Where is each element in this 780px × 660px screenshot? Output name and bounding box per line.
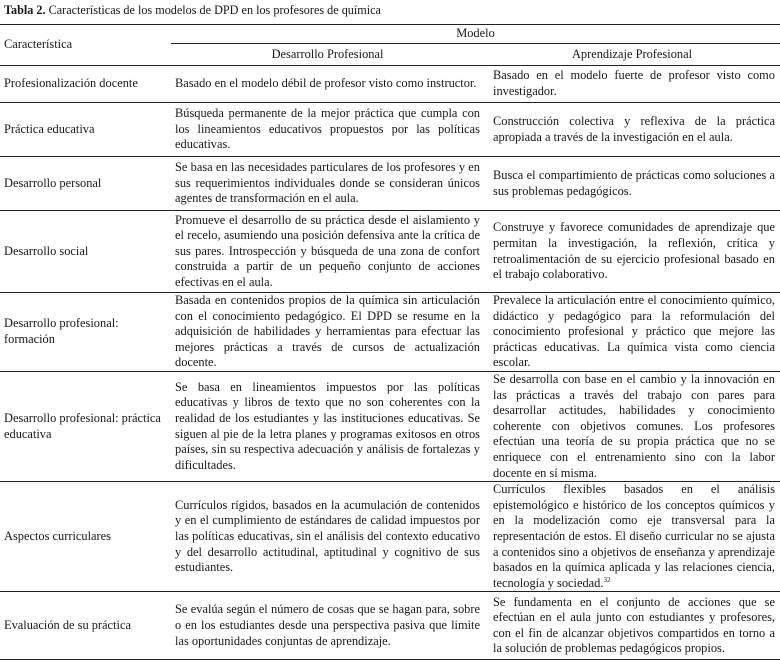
row-characteristic: Profesionalización docente [0,66,171,103]
row-aprendizaje: Se desarrolla con base en el cambio y la innovación en las prácticas a través del trabajo con pares para desarrollar actitudes, habilidades y conocimiento coherente con objetivos comunes. Los profesores efectúan una teoría de su propia práctica que no se enriquece con el entrenamiento sino con la labor docente en sí misma. [484,371,780,481]
table-row [0,592,780,660]
table-row [0,482,780,592]
row-aprendizaje [484,482,780,592]
row-aprendizaje: Construye y favorece comunidades de aprendizaje que permitan la investigación, la reflexión, crítica y retroalimentación de su ejercicio profesional basado en el trabajo colaborativo. [484,211,780,293]
row-desarrollo: Promueve el desarrollo de su práctica desde el aislamiento y el recelo, asumiendo una posición defensiva ante la crítica de sus pares. Introspección y búsqueda de una zona de confort construida a partir de un pequeño conjunto de acciones efectivas en el aula. [171,211,484,293]
row-desarrollo: Basada en contenidos propios de la química sin articulación con el conocimiento pedagógico. El DPD se resume en la adquisición de habilidades y herramientas para efectuar las mejores prácticas a través de cursos de actualización docente. [171,293,484,372]
header-modelo: Modelo [171,25,780,44]
table-row [0,66,780,103]
row-aprendizaje: Se fundamenta en el conjunto de acciones que se efectúan en el aula junto con estudiantes y profesores, con el fin de alcanzar objetivos compartidos en torno a la solución de problemas pedagógicos propios. [484,592,780,660]
row-characteristic: Desarrollo social [0,211,171,293]
table-row [0,211,780,293]
row-characteristic: Aspectos curriculares [0,482,171,592]
row-aprendizaje: Basado en el modelo fuerte de profesor visto como investigador. [484,66,780,103]
row-desarrollo: Currículos rígidos, basados en la acumulación de contenidos y en el cumplimiento de estándares de calidad impuestos por las políticas educativas, sin el análisis del contexto educativo y del desarrollo actitudinal, aptitudinal y cognitivo de sus estudiantes. [171,482,484,592]
row-characteristic: Práctica educativa [0,103,171,157]
reference-superscript: 32 [603,575,611,584]
row-characteristic: Evaluación de su práctica [0,592,171,660]
row-characteristic: Desarrollo personal [0,157,171,211]
table-row [0,157,780,211]
row-desarrollo: Basado en el modelo débil de profesor visto como instructor. [171,66,484,103]
row-desarrollo: Búsqueda permanente de la mejor práctica que cumpla con los lineamientos educativos propuestos por las políticas educativas. [171,103,484,157]
table-row [0,293,780,372]
row-characteristic: Desarrollo profesional: formación [0,293,171,372]
row-desarrollo: Se basa en las necesidades particulares de los profesores y en sus requerimientos individuales donde se consideran únicos agentes de transformación en el aula. [171,157,484,211]
row-aprendizaje: Prevalece la articulación entre el conocimiento químico, didáctico y pedagógico para la reformulación del conocimiento profesional y práctico que mejore las prácticas educativas. La química vista como ciencia escolar. [484,293,780,372]
table-row [0,371,780,481]
row-desarrollo: Se evalúa según el número de cosas que se hagan para, sobre o en los estudiantes desde una perspectiva pasiva que limite las oportunidades conjuntas de aprendizaje. [171,592,484,660]
row-aprendizaje-text: Currículos flexibles basados en el análisis epistemológico e histórico de los conceptos químicos y en la modelización como eje transversal para la representación de estos. El diseño curricular no se ajusta a contenidos sino a objetivos de enseñanza y aprendizaje basados en la química aplicada y las relaciones ciencia, tecnología y sociedad. [493,482,775,590]
characteristics-table [0,24,780,660]
table-title: Características de los modelos de DPD en los profesores de química [48,3,381,17]
table-label: Tabla 2. [4,3,46,17]
row-aprendizaje: Construcción colectiva y reflexiva de la práctica apropiada a través de la investigación en el aula. [484,103,780,157]
header-aprendizaje-profesional: Aprendizaje Profesional [571,46,693,61]
row-desarrollo: Se basa en lineamientos impuestos por las políticas educativas y libros de texto que no son coherentes con la realidad de los estudiantes y las instituciones educativas. Se siguen al pie de la letra planes y programas exitosos en otros países, sin su respectiva adecuación y análisis de fortalezas y dificultades. [171,371,484,481]
table-caption [4,3,381,18]
row-characteristic: Desarrollo profesional: práctica educativa [0,371,171,481]
header-row-group [0,25,780,44]
row-aprendizaje: Busca el compartimiento de prácticas como soluciones a sus problemas pedagógicos. [484,157,780,211]
header-characteristic: Característica [0,25,171,66]
table-row [0,103,780,157]
header-desarrollo-profesional: Desarrollo Profesional [271,46,384,61]
